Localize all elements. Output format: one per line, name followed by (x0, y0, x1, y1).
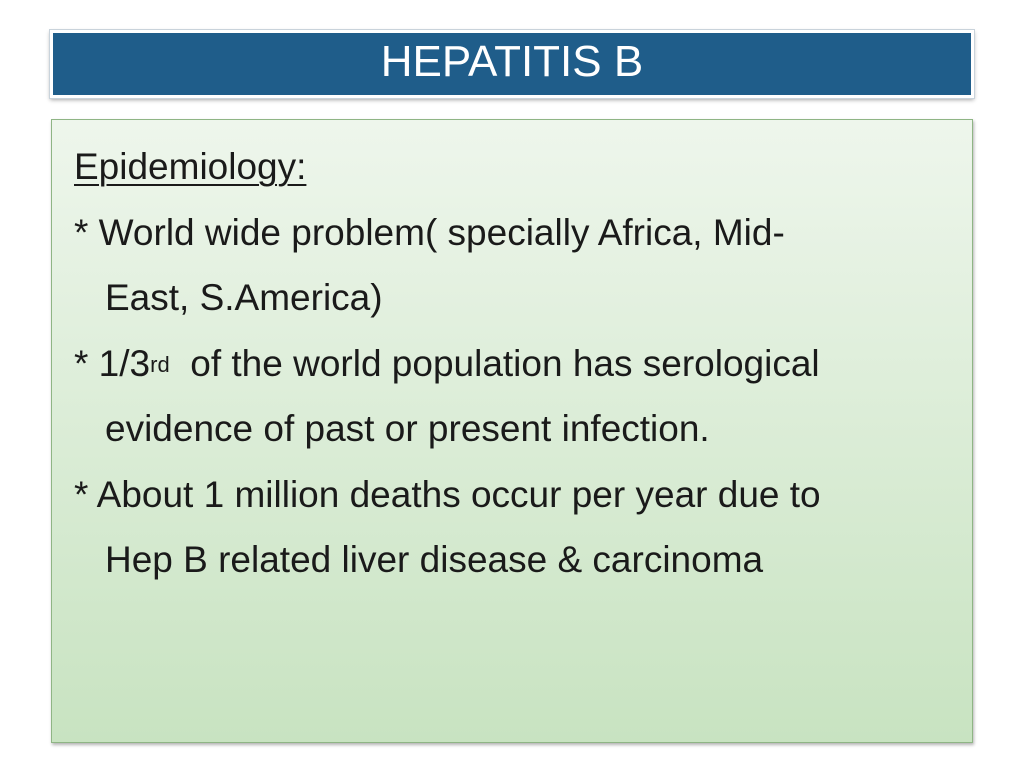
section-heading-text: Epidemiology: (74, 146, 307, 187)
bullet-2-line-2: evidence of past or present infection. (105, 408, 710, 449)
content-panel (51, 119, 973, 743)
content-text (74, 134, 952, 593)
bullet-1-line-1: * World wide problem( specially Africa, Mid- (74, 211, 785, 253)
bullet-3-line-1: * About 1 million deaths occur per year due to (74, 473, 821, 515)
title-banner (50, 30, 974, 98)
bullet-1-line-2: East, S.America) (105, 277, 383, 318)
bullet-2-line-1-rest: of the world population has serological (169, 342, 820, 384)
section-heading (74, 134, 952, 200)
bullet-2-superscript: rd (150, 351, 170, 377)
bullet-2-fraction: * 1/3 (74, 342, 151, 384)
slide-title: HEPATITIS B (380, 37, 644, 86)
bullet-2-line-1 (74, 331, 952, 397)
bullet-3-line-2: Hep B related liver disease & carcinoma (105, 539, 764, 580)
